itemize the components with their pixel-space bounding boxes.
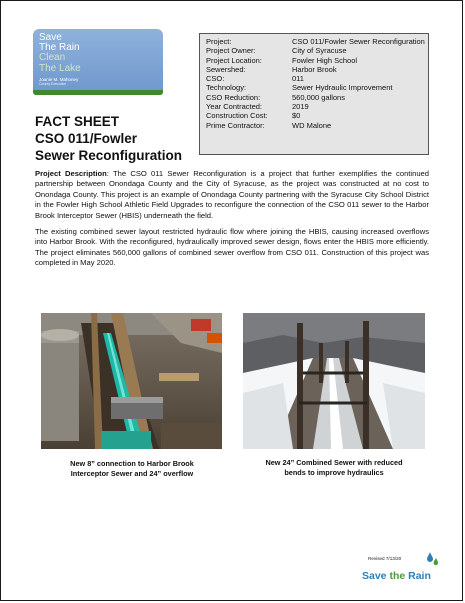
info-label: Project Owner: (206, 46, 256, 56)
info-value: Harbor Brook (292, 64, 337, 74)
raindrop-icon (426, 550, 440, 568)
info-value: 011 (292, 74, 304, 84)
caption-line: New 8” connection to Harbor Brook (70, 459, 194, 468)
save-the-rain-wordmark (362, 570, 431, 582)
fact-sheet-heading: FACT SHEET (35, 114, 120, 129)
project-description (35, 169, 429, 275)
caption-line: Interceptor Sewer and 24” overflow (70, 468, 194, 478)
info-label: Construction Cost: (206, 111, 268, 121)
logo-green-stripe (33, 90, 163, 95)
info-row-cost (206, 111, 428, 120)
logo-line-save: Save (39, 32, 62, 43)
info-row-reduction (206, 93, 428, 102)
info-row-year (206, 102, 428, 111)
logo-line-the-lake: The Lake (39, 63, 81, 74)
save-the-rain-logo (33, 29, 163, 95)
info-row-owner (206, 46, 428, 55)
info-value: Sewer Hydraulic Improvement (292, 83, 393, 93)
description-paragraph-2: The existing combined sewer layout restricted hydraulic flow where joining the HBIS, causing increased overflows into Harbor Brook. With the reconfigured, hydraulically improved sewer design, flows enter the HBIS more efficiently. The project eliminates 560,000 gallons of combined sewer overflow from CSO 011. Construction of this project was completed in May 2020. (35, 227, 429, 268)
info-label: Project: (206, 37, 232, 46)
project-title-line1: CSO 011/Fowler (35, 131, 138, 146)
photo-snowy-trench (243, 313, 425, 449)
revised-date: Revised 7/13/20 (368, 556, 402, 561)
photo-trench-connection (41, 313, 222, 449)
caption-line: New 24” Combined Sewer with reduced (265, 458, 403, 467)
info-label: CSO Reduction: (206, 92, 261, 102)
project-info-box (199, 33, 429, 155)
wordmark-save: Save (362, 570, 390, 582)
info-value: CSO 011/Fowler Sewer Reconfiguration (292, 37, 425, 46)
project-title-line2: Sewer Reconfiguration (35, 148, 183, 163)
logo-line-the-rain: The Rain (39, 42, 80, 53)
info-label: Prime Contractor: (206, 120, 265, 130)
construction-photo-combined-sewer (243, 313, 425, 449)
info-row-project (206, 37, 428, 46)
logo-line-clean: Clean (39, 52, 66, 63)
wordmark-the: the (389, 570, 409, 582)
wordmark-rain: Rain (408, 570, 431, 582)
caption-line: bends to improve hydraulics (284, 467, 384, 477)
logo-executive-role: County Executive (39, 82, 67, 86)
info-value: 560,000 gallons (292, 92, 345, 102)
info-row-location (206, 56, 428, 65)
info-label: Sewershed: (206, 64, 246, 74)
info-label: Year Contracted: (206, 102, 263, 112)
info-value: City of Syracuse (292, 46, 347, 56)
info-row-cso (206, 74, 428, 83)
logo-executive-name: Joanie M. Mahoney (39, 77, 79, 82)
description-text-1: : The CSO 011 Sewer Reconfiguration is a project that further exemplifies the continued partnership between Onondaga County and the City of Syracuse, as the project was constructed at no cost to Onondaga County. This project is an example of Onondaga County partnering with the Syracuse City School District in the Fowler High School Athletic Field Upgrades to reconfigure the connection of the CSO 011 sewer to the Harbor Brook Interceptor Sewer (HBIS) underneath the field. (35, 169, 429, 220)
info-row-technology (206, 83, 428, 92)
construction-photo-connection (41, 313, 222, 449)
info-value: $0 (292, 111, 301, 121)
info-value: WD Malone (292, 120, 332, 130)
info-value: Fowler High School (292, 55, 358, 65)
info-row-contractor (206, 121, 428, 130)
info-label: CSO: (206, 74, 225, 84)
photo-caption-connection (37, 459, 227, 478)
info-label: Technology: (206, 83, 247, 93)
description-paragraph-1 (35, 169, 429, 221)
photo-caption-combined-sewer (239, 458, 429, 477)
info-label: Project Location: (206, 55, 262, 65)
description-label: Project Description (35, 169, 107, 178)
info-value: 2019 (292, 102, 309, 112)
info-row-sewershed (206, 65, 428, 74)
